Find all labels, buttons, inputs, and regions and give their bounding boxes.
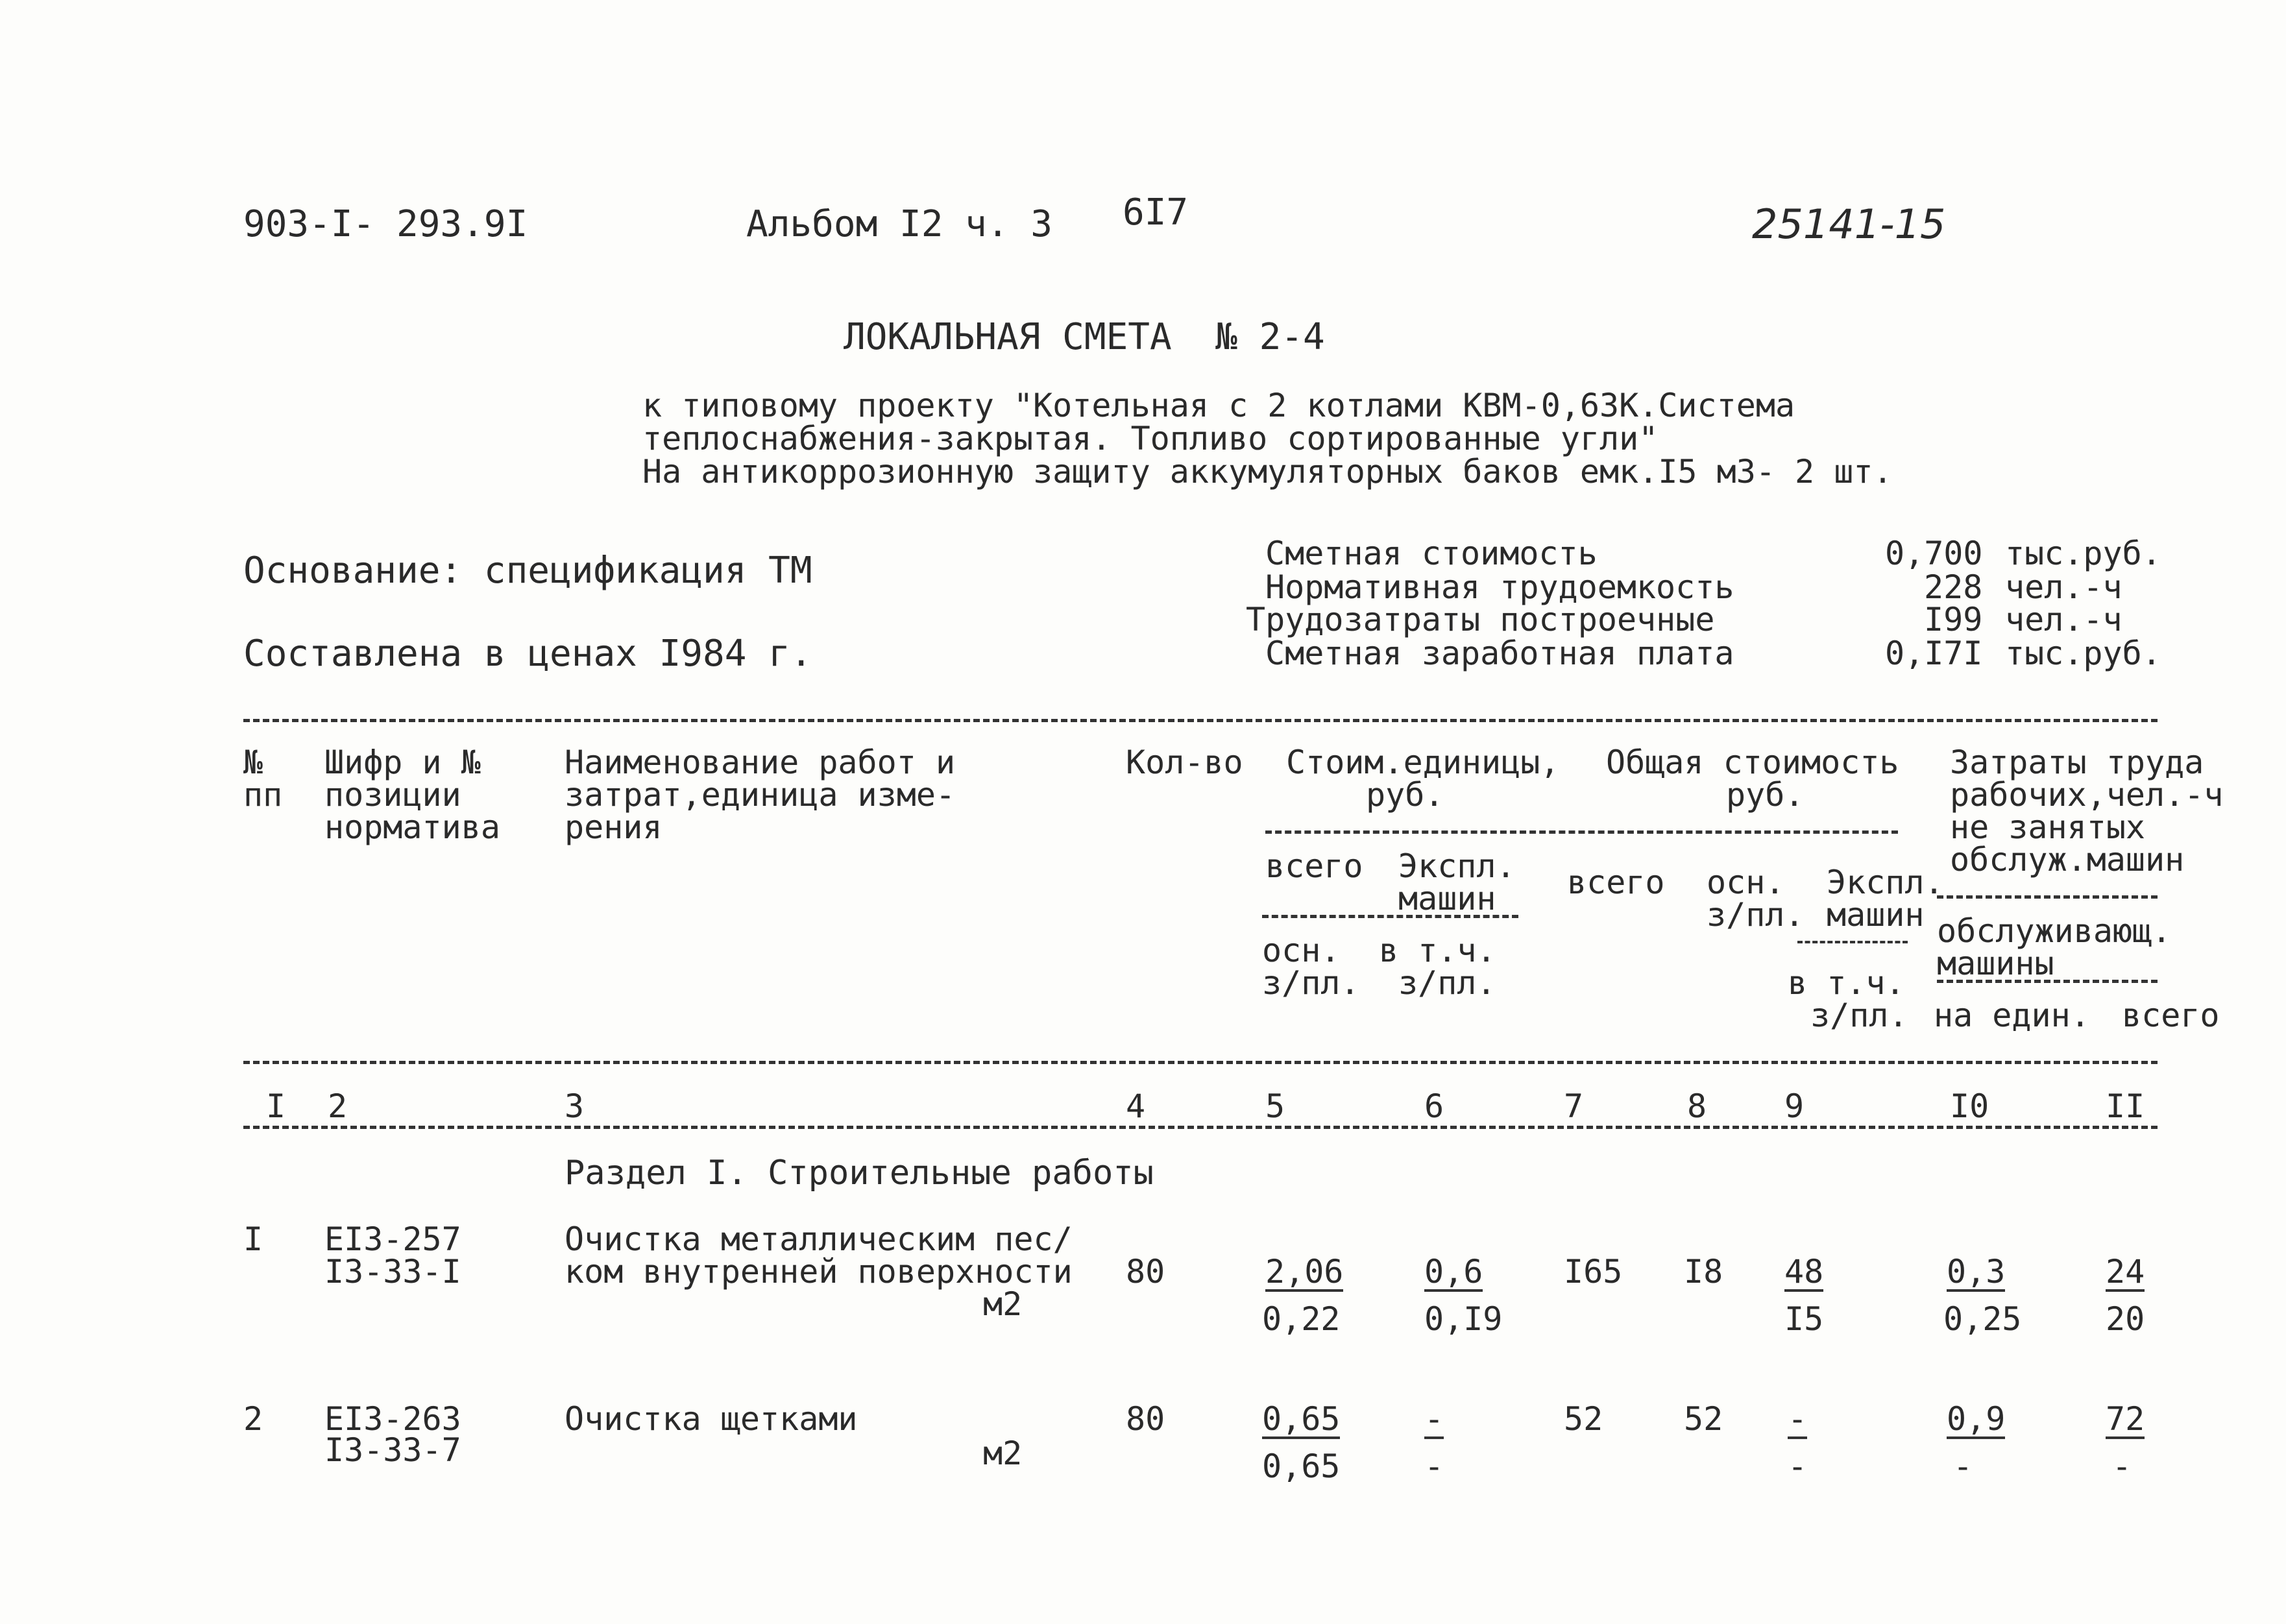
colnum-2: 2 bbox=[328, 1087, 348, 1125]
col1011-head-rule-1 bbox=[1937, 895, 2158, 899]
colnum-10: I0 bbox=[1950, 1087, 1989, 1125]
col4-head: Кол-во bbox=[1126, 744, 1243, 781]
col56-head-divider bbox=[1265, 830, 1898, 834]
summary-label-cost: Сметная стоимость bbox=[1265, 535, 1598, 572]
col9-head-a: Экспл. bbox=[1827, 864, 1944, 901]
col79-head-b: руб. bbox=[1726, 776, 1805, 814]
col7-head: всего bbox=[1567, 864, 1665, 901]
row1-code1: ЕI3-257 bbox=[324, 1220, 461, 1258]
summary-unit-labor: чел.-ч bbox=[2005, 601, 2122, 638]
row2-c8: 52 bbox=[1684, 1400, 1723, 1438]
row1-c5-top: 2,06 bbox=[1265, 1253, 1344, 1291]
col1011-head-e: обслуживающ. bbox=[1937, 912, 2172, 950]
row2-c6-bot: - bbox=[1424, 1448, 1444, 1485]
title-line-2: теплоснабжения-закрытая. Топливо сортированные угли" bbox=[642, 420, 1659, 457]
col1011-head-a: Затраты труда bbox=[1950, 744, 2204, 781]
row1-name2: ком внутренней поверхности bbox=[565, 1253, 1073, 1291]
row2-c11-top: 72 bbox=[2106, 1400, 2145, 1438]
col2-head-b: позиции bbox=[324, 776, 461, 814]
row2-c5-bot: 0,65 bbox=[1262, 1448, 1341, 1485]
row2-c9-bot: - bbox=[1788, 1448, 1808, 1485]
row1-c8: I8 bbox=[1684, 1253, 1723, 1291]
colnum-9: 9 bbox=[1784, 1087, 1805, 1125]
row2-unit: м2 bbox=[983, 1435, 1023, 1472]
summary-label-norm: Нормативная трудоемкость bbox=[1265, 568, 1734, 606]
col56-head-b: руб. bbox=[1366, 776, 1444, 814]
colnum-1: I bbox=[266, 1087, 286, 1125]
col5-head-a: всего bbox=[1265, 847, 1363, 885]
colnum-rule bbox=[243, 1126, 2158, 1129]
row2-name1: Очистка щетками bbox=[565, 1400, 858, 1438]
summary-unit-norm: чел.-ч bbox=[2005, 568, 2122, 606]
colnum-3: 3 bbox=[565, 1087, 585, 1125]
col3-head-b: затрат,единица изме- bbox=[565, 776, 956, 814]
col3-head-c: рения bbox=[565, 808, 663, 846]
col1011-head-c: не занятых bbox=[1950, 808, 2146, 846]
colnum-8: 8 bbox=[1687, 1087, 1707, 1125]
section-title: Раздел I. Строительные работы bbox=[565, 1154, 1154, 1193]
col6-head-b: машин bbox=[1398, 880, 1496, 917]
summary-value-labor: I99 bbox=[1924, 601, 1983, 638]
col9-head-b: машин bbox=[1827, 896, 1925, 934]
summary-value-cost: 0,700 bbox=[1885, 535, 1983, 572]
row1-code2: I3-33-I bbox=[324, 1253, 461, 1291]
col9-head-c: в т.ч. bbox=[1788, 964, 1905, 1002]
row1-no: I bbox=[243, 1220, 263, 1258]
row1-c9-top: 48 bbox=[1784, 1253, 1824, 1291]
title-line-3: На антикоррозионную защиту аккумуляторных баков емк.I5 м3- 2 шт. bbox=[642, 453, 1893, 491]
col5-head-b: осн. bbox=[1262, 932, 1341, 969]
row1-c9-bot: I5 bbox=[1784, 1300, 1824, 1338]
colnum-4: 4 bbox=[1126, 1087, 1146, 1125]
row1-c10-bot: 0,25 bbox=[1943, 1300, 2022, 1338]
colnum-11: II bbox=[2106, 1087, 2145, 1125]
document-code: 903-I- 293.9I bbox=[243, 203, 528, 245]
row1-c11-bot: 20 bbox=[2106, 1300, 2145, 1338]
row2-qty: 80 bbox=[1126, 1400, 1165, 1438]
row1-c5-bot: 0,22 bbox=[1262, 1300, 1341, 1338]
page-number: 6I7 bbox=[1123, 191, 1189, 234]
document-title: ЛОКАЛЬНАЯ СМЕТА № 2-4 bbox=[844, 316, 1325, 358]
row2-no: 2 bbox=[243, 1400, 263, 1438]
row2-c6-top: - bbox=[1424, 1400, 1444, 1438]
basis-text: Основание: спецификация ТМ bbox=[243, 550, 812, 592]
col5-head-c: з/пл. bbox=[1262, 964, 1360, 1002]
summary-value-wage: 0,I7I bbox=[1885, 635, 1983, 672]
row1-c6-top: 0,6 bbox=[1424, 1253, 1483, 1291]
col6-head-a: Экспл. bbox=[1398, 847, 1516, 885]
summary-unit-cost: тыс.руб. bbox=[2005, 535, 2161, 572]
row2-c7: 52 bbox=[1564, 1400, 1603, 1438]
col6-head-d: з/пл. bbox=[1398, 964, 1496, 1002]
album-label: Альбом I2 ч. 3 bbox=[746, 203, 1053, 245]
row2-c5-top: 0,65 bbox=[1262, 1400, 1341, 1438]
prices-text: Составлена в ценах I984 г. bbox=[243, 633, 812, 675]
col3-head-a: Наименование работ и bbox=[565, 744, 956, 781]
col8-head-a: осн. bbox=[1707, 864, 1785, 901]
col1-head-b: пп bbox=[243, 776, 283, 814]
col2-head-a: Шифр и № bbox=[324, 744, 481, 781]
col1011-head-b: рабочих,чел.-ч bbox=[1950, 776, 2224, 814]
col56-head-a: Стоим.единицы, bbox=[1286, 744, 1560, 781]
col1-head-a: № bbox=[243, 744, 263, 781]
summary-value-norm: 228 bbox=[1924, 568, 1983, 606]
row2-c10-top: 0,9 bbox=[1947, 1400, 2006, 1438]
row1-name1: Очистка металлическим пес/ bbox=[565, 1220, 1073, 1258]
colnum-7: 7 bbox=[1564, 1087, 1584, 1125]
col8-head-b: з/пл. bbox=[1707, 896, 1805, 934]
summary-label-wage: Сметная заработная плата bbox=[1265, 635, 1734, 672]
col1011-head-f: машины bbox=[1937, 945, 2054, 982]
col2-head-c: норматива bbox=[324, 808, 500, 846]
row1-c11-top: 24 bbox=[2106, 1253, 2145, 1291]
col1011-head-d: обслуж.машин bbox=[1950, 841, 2185, 879]
col9-head-rule bbox=[1797, 941, 1908, 943]
summary-label-labor: Трудозатраты построечные bbox=[1246, 601, 1715, 638]
colnum-6: 6 bbox=[1424, 1087, 1444, 1125]
row2-c10-bot: - bbox=[1953, 1448, 1973, 1485]
row1-unit: м2 bbox=[983, 1285, 1023, 1323]
row1-c7: I65 bbox=[1564, 1253, 1623, 1291]
colnum-5: 5 bbox=[1265, 1087, 1285, 1125]
summary-unit-wage: тыс.руб. bbox=[2005, 635, 2161, 672]
col6-head-c: в т.ч. bbox=[1379, 932, 1496, 969]
col10-head: на един. bbox=[1934, 997, 2090, 1034]
header-bottom-rule bbox=[243, 1061, 2158, 1064]
table-top-rule bbox=[243, 719, 2158, 722]
row2-c11-bot: - bbox=[2112, 1448, 2132, 1485]
col11-head: всего bbox=[2122, 997, 2220, 1034]
col79-head-a: Общая стоимость bbox=[1606, 744, 1899, 781]
col1011-head-rule-2 bbox=[1937, 980, 2158, 983]
handwritten-stamp-number: 25141-15 bbox=[1752, 200, 1946, 248]
row2-c9-top: - bbox=[1788, 1400, 1808, 1438]
row1-c10-top: 0,3 bbox=[1947, 1253, 2006, 1291]
row2-code2: I3-33-7 bbox=[324, 1431, 461, 1469]
row2-code1: ЕI3-263 bbox=[324, 1400, 461, 1438]
title-line-1: к типовому проекту "Котельная с 2 котлами КВМ-0,63К.Система bbox=[642, 387, 1795, 424]
row1-qty: 80 bbox=[1126, 1253, 1165, 1291]
row1-c6-bot: 0,I9 bbox=[1424, 1300, 1503, 1338]
col9-head-d: з/пл. bbox=[1810, 997, 1908, 1034]
